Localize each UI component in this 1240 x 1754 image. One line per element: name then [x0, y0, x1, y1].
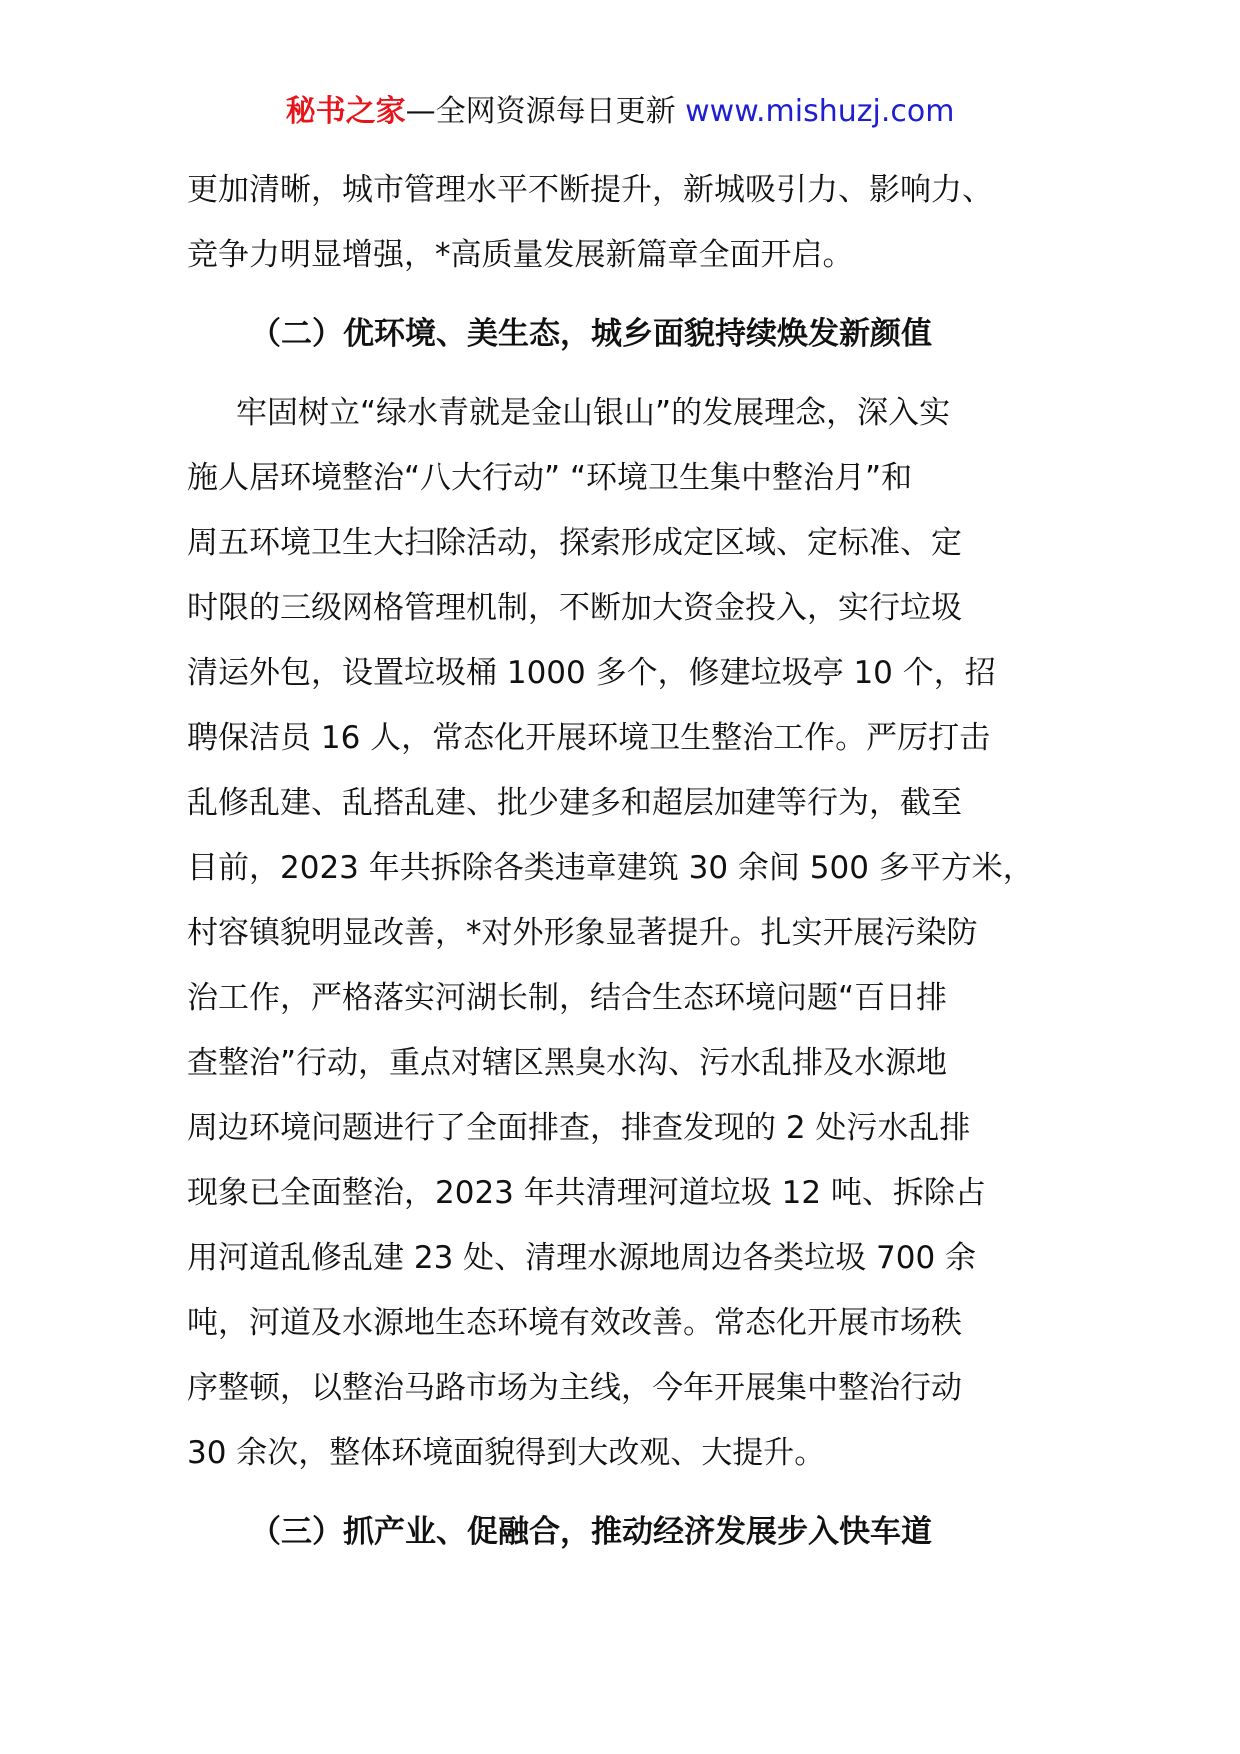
paragraph-line: 目前，2023 年共拆除各类违章建筑 30 余间 500 多平方米，: [187, 850, 1034, 886]
paragraph-line: 村容镇貌明显改善，*对外形象显著提升。扎实开展污染防: [187, 915, 978, 951]
site-brand: 秘书之家: [285, 94, 406, 129]
paragraph-line: 序整顿，以整治马路市场为主线，今年开展集中整治行动: [187, 1370, 962, 1406]
paragraph-line: 时限的三级网格管理机制，不断加大资金投入，实行垃圾: [187, 590, 962, 626]
paragraph-line: 乱修乱建、乱搭乱建、批少建多和超层加建等行为，截至: [187, 785, 962, 821]
section-heading: （二）优环境、美生态，城乡面貌持续焕发新颜值: [250, 316, 932, 352]
site-header: [0, 92, 1240, 132]
paragraph-line: 查整治”行动，重点对辖区黑臭水沟、污水乱排及水源地: [187, 1045, 948, 1081]
paragraph-line: 用河道乱修乱建 23 处、清理水源地周边各类垃圾 700 余: [187, 1240, 977, 1276]
paragraph-line: 周五环境卫生大扫除活动，探索形成定区域、定标准、定: [187, 525, 962, 561]
paragraph-line: 竞争力明显增强，*高质量发展新篇章全面开启。: [187, 237, 854, 273]
site-slogan: —全网资源每日更新: [405, 94, 676, 129]
site-url-link[interactable]: www.mishuzj.com: [685, 94, 955, 129]
paragraph-line: 施人居环境整治“八大行动” “环境卫生集中整治月”和: [187, 460, 913, 496]
paragraph-line: 30 余次，整体环境面貌得到大改观、大提升。: [187, 1435, 826, 1471]
paragraph-line: 吨，河道及水源地生态环境有效改善。常态化开展市场秩: [187, 1305, 962, 1341]
paragraph-line: 牢固树立“绿水青就是金山银山”的发展理念，深入实: [236, 395, 951, 431]
paragraph-line: 周边环境问题进行了全面排查，排查发现的 2 处污水乱排: [187, 1110, 971, 1146]
paragraph-line: 治工作，严格落实河湖长制，结合生态环境问题“百日排: [187, 980, 948, 1016]
paragraph-line: 现象已全面整治，2023 年共清理河道垃圾 12 吨、拆除占: [187, 1175, 986, 1211]
paragraph-line: 更加清晰，城市管理水平不断提升，新城吸引力、影响力、: [187, 172, 993, 208]
section-heading: （三）抓产业、促融合，推动经济发展步入快车道: [250, 1514, 932, 1550]
paragraph-line: 聘保洁员 16 人，常态化开展环境卫生整治工作。严厉打击: [187, 720, 991, 756]
document-body: [187, 158, 1087, 1565]
paragraph-line: 清运外包，设置垃圾桶 1000 多个，修建垃圾亭 10 个，招: [187, 655, 996, 691]
